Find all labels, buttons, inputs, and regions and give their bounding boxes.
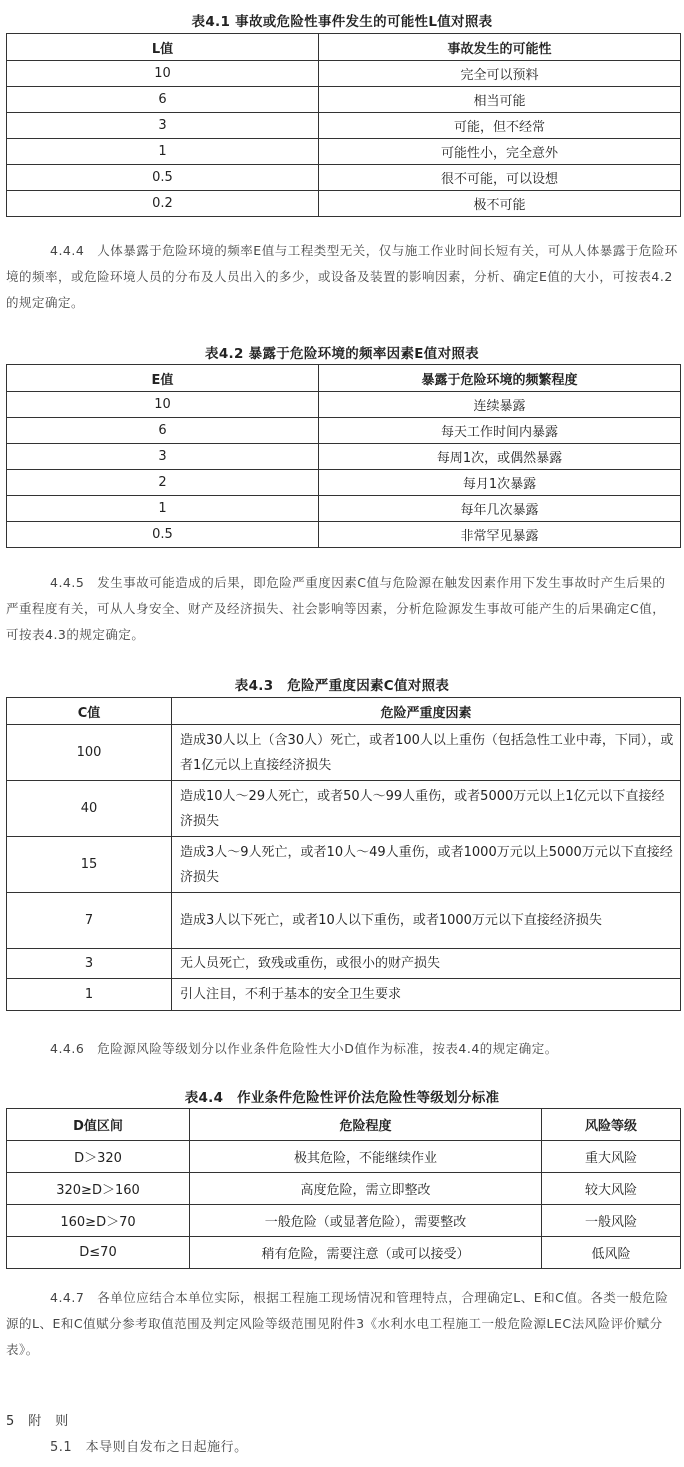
paragraph-4-4-6: 4.4.6 危险源风险等级划分以作业条件危险性大小D值作为标准，按表4.4的规定确定。 [50, 1041, 558, 1056]
table-cell: 造成30人以上（含30人）死亡，或者100人以上重伤（包括急性工业中毒，下同），或者1亿元以上直接经济损失 [172, 725, 681, 781]
table-row [7, 1205, 681, 1237]
paragraph-4-4-5: 4.4.5 发生事故可能造成的后果，即危险严重度因素C值与危险源在触发因素作用下发生事故时产生后果的严重程度有关，可从人身安全、财产及经济损失、社会影响等因素，分析危险源发生事故可能产生的后果确定C值，可按表4.3的规定确定。 [6, 575, 666, 642]
table-cell: 0.5 [7, 522, 319, 548]
table-cell: 非常罕见暴露 [319, 522, 681, 548]
section-5-heading: 5 附 则 [6, 1414, 69, 1429]
table-row [7, 165, 681, 191]
table-row [7, 893, 681, 949]
table-cell: 极不可能 [319, 191, 681, 217]
table-cell: 较大风险 [542, 1173, 681, 1205]
table-header: 危险严重度因素 [172, 698, 681, 725]
table-row [7, 87, 681, 113]
table-cell: 3 [7, 444, 319, 470]
table-cell: D＞320 [7, 1141, 190, 1173]
table-header: 危险程度 [190, 1109, 542, 1141]
table-header: C值 [7, 698, 172, 725]
c-value-table [6, 697, 681, 1011]
table-cell: 1 [7, 496, 319, 522]
d-value-risk-table [6, 1108, 681, 1269]
table1-caption: 表4.1 事故或危险性事件发生的可能性L值对照表 [191, 14, 493, 30]
e-value-table [6, 364, 681, 548]
l-value-table [6, 33, 681, 217]
table-cell: 1 [7, 139, 319, 165]
table-cell: 低风险 [542, 1237, 681, 1269]
table-cell: 造成3人以下死亡，或者10人以下重伤，或者1000万元以下直接经济损失 [172, 893, 681, 949]
table-header: L值 [7, 34, 319, 61]
paragraph-4-4-7: 4.4.7 各单位应结合本单位实际，根据工程施工现场情况和管理特点，合理确定L、E和C值。各类一般危险源的L、E和C值赋分参考取值范围及判定风险等级范围见附件3《水利水电工程施工一般危险源LEC法风险评价赋分表》。 [6, 1290, 669, 1357]
table-cell: 稍有危险，需要注意（或可以接受） [190, 1237, 542, 1269]
table-cell: 每天工作时间内暴露 [319, 418, 681, 444]
table-row [7, 61, 681, 87]
table-header: 风险等级 [542, 1109, 681, 1141]
table-cell: D≤70 [7, 1237, 190, 1269]
table2-caption: 表4.2 暴露于危险环境的频率因素E值对照表 [205, 346, 479, 362]
table-row [7, 522, 681, 548]
table3-caption: 表4.3 危险严重度因素C值对照表 [234, 678, 450, 694]
table-cell: 3 [7, 949, 172, 979]
table-cell: 高度危险，需立即整改 [190, 1173, 542, 1205]
section-5-1-item: 5.1 本导则自发布之日起施行。 [50, 1440, 248, 1455]
table-row [7, 1141, 681, 1173]
table-cell: 0.2 [7, 191, 319, 217]
table-cell: 10 [7, 61, 319, 87]
table-row [7, 949, 681, 979]
table-cell: 15 [7, 837, 172, 893]
table-cell: 40 [7, 781, 172, 837]
table4-caption: 表4.4 作业条件危险性评价法危险性等级划分标准 [184, 1090, 500, 1106]
table-cell: 一般危险（或显著危险），需要整改 [190, 1205, 542, 1237]
table-row [7, 837, 681, 893]
table-cell: 相当可能 [319, 87, 681, 113]
table-header: 暴露于危险环境的频繁程度 [319, 365, 681, 392]
table-header: 事故发生的可能性 [319, 34, 681, 61]
table-cell: 10 [7, 392, 319, 418]
table-cell: 每周1次，或偶然暴露 [319, 444, 681, 470]
table-cell: 极其危险，不能继续作业 [190, 1141, 542, 1173]
table-cell: 无人员死亡，致残或重伤，或很小的财产损失 [172, 949, 681, 979]
table-row [7, 979, 681, 1011]
paragraph-4-4-4: 4.4.4 人体暴露于危险环境的频率E值与工程类型无关，仅与施工作业时间长短有关，可从人体暴露于危险环境的频率，或危险环境人员的分布及人员出入的多少，或设备及装置的影响因素，分析、确定E值的大小，可按表4.2的规定确定。 [6, 243, 678, 310]
table-row [7, 444, 681, 470]
table-cell: 0.5 [7, 165, 319, 191]
table-cell: 一般风险 [542, 1205, 681, 1237]
table-cell: 160≥D＞70 [7, 1205, 190, 1237]
table-row [7, 1237, 681, 1269]
table-row [7, 496, 681, 522]
table-cell: 可能，但不经常 [319, 113, 681, 139]
table-cell: 引人注目，不利于基本的安全卫生要求 [172, 979, 681, 1011]
table-cell: 完全可以预料 [319, 61, 681, 87]
table-row [7, 191, 681, 217]
table-row [7, 725, 681, 781]
table-cell: 造成3人～9人死亡，或者10人～49人重伤，或者1000万元以上5000万元以下直接经济损失 [172, 837, 681, 893]
table-cell: 2 [7, 470, 319, 496]
table-cell: 1 [7, 979, 172, 1011]
table-cell: 每年几次暴露 [319, 496, 681, 522]
table-row [7, 139, 681, 165]
table-cell: 连续暴露 [319, 392, 681, 418]
table-cell: 320≥D＞160 [7, 1173, 190, 1205]
table-row [7, 113, 681, 139]
table-row [7, 392, 681, 418]
table-row [7, 418, 681, 444]
table-row [7, 781, 681, 837]
table-cell: 造成10人～29人死亡，或者50人～99人重伤，或者5000万元以上1亿元以下直接经济损失 [172, 781, 681, 837]
table-row [7, 470, 681, 496]
table-cell: 6 [7, 87, 319, 113]
table-header: E值 [7, 365, 319, 392]
table-cell: 可能性小，完全意外 [319, 139, 681, 165]
table-cell: 很不可能，可以设想 [319, 165, 681, 191]
table-header: D值区间 [7, 1109, 190, 1141]
table-cell: 每月1次暴露 [319, 470, 681, 496]
table-cell: 6 [7, 418, 319, 444]
table-cell: 7 [7, 893, 172, 949]
table-cell: 3 [7, 113, 319, 139]
table-cell: 100 [7, 725, 172, 781]
table-cell: 重大风险 [542, 1141, 681, 1173]
table-row [7, 1173, 681, 1205]
